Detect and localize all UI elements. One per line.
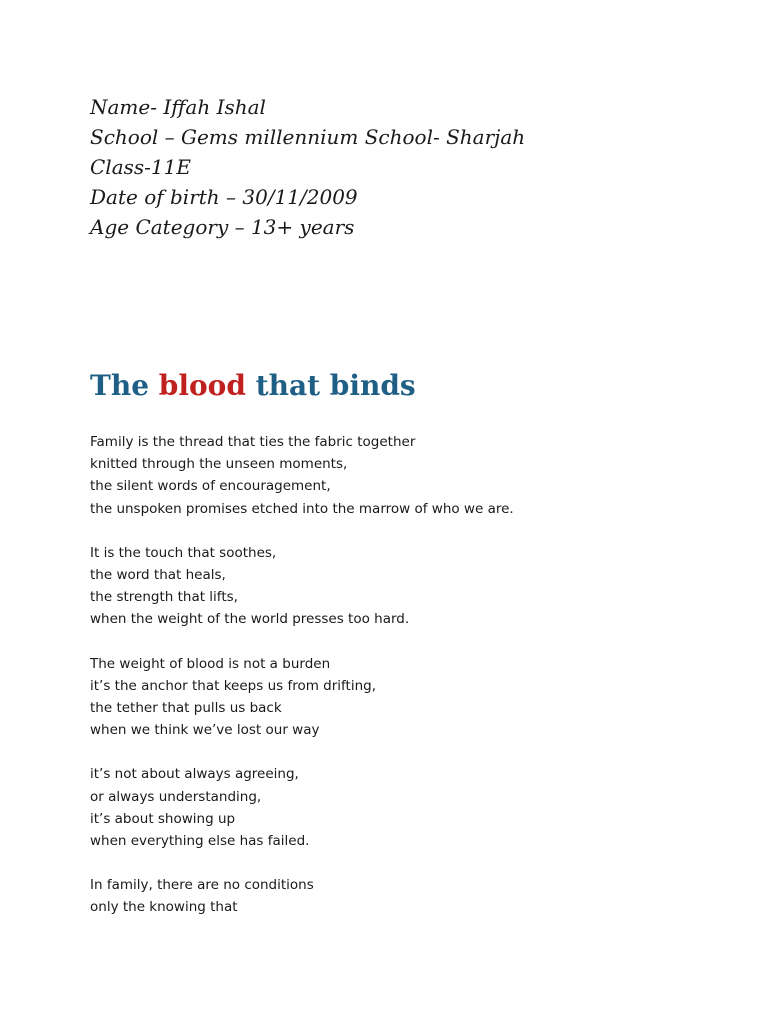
poem-line: it’s the anchor that keeps us from drifting, [90, 677, 376, 694]
poem-title-part1: The [90, 369, 159, 402]
poem-body [90, 431, 514, 941]
poem-line: when the weight of the world presses too hard. [90, 611, 410, 628]
stanza [90, 542, 514, 631]
poem-line: knitted through the unseen moments, [90, 456, 348, 473]
poem-line: it’s not about always agreeing, [90, 766, 299, 783]
poem-line: the unspoken promises etched into the marrow of who we are. [90, 500, 514, 517]
poem-line: the strength that lifts, [90, 589, 238, 606]
poem-line: the tether that pulls us back [90, 700, 282, 717]
poem-line: the word that heals, [90, 567, 226, 584]
poem-line: when everything else has failed. [90, 833, 310, 850]
poem-title [90, 366, 416, 406]
poem-line: when we think we’ve lost our way [90, 722, 320, 739]
stanza [90, 763, 514, 852]
poem-line: In family, there are no conditions [90, 877, 314, 894]
author-class: Class-11E [90, 155, 191, 179]
author-age-category: Age Category – 13+ years [90, 215, 355, 239]
poem-line: the silent words of encouragement, [90, 478, 331, 495]
poem-line: Family is the thread that ties the fabric together [90, 434, 416, 450]
stanza [90, 431, 514, 520]
poem-title-part2: that binds [245, 369, 416, 402]
author-name: Name- Iffah Ishal [90, 95, 266, 119]
author-school: School – Gems millennium School- Sharjah [90, 125, 526, 149]
stanza [90, 653, 514, 742]
poem-line: It is the touch that soothes, [90, 544, 277, 561]
author-info [90, 92, 525, 242]
author-date-of-birth: Date of birth – 30/11/2009 [90, 185, 358, 209]
poem-line: The weight of blood is not a burden [90, 655, 331, 672]
poem-line: or always understanding, [90, 788, 262, 805]
poem-title-accent: blood [158, 369, 246, 402]
poem-line: only the knowing that [90, 899, 238, 916]
poem-line: it’s about showing up [90, 810, 236, 827]
stanza [90, 874, 514, 918]
